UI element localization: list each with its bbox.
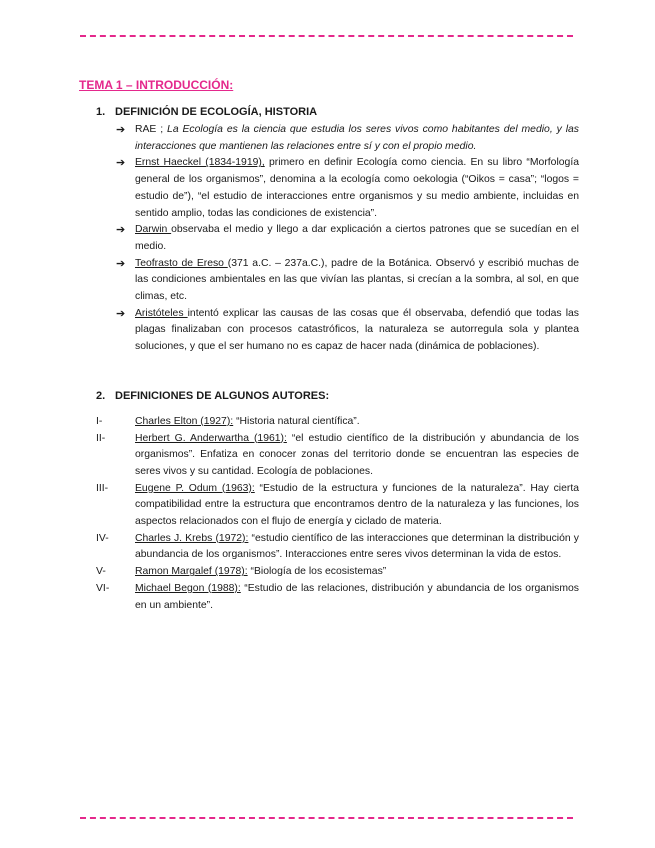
item-text: “Biología de los ecosistemas”: [247, 566, 387, 578]
roman-numeral: III-: [96, 482, 109, 494]
list-item: [96, 581, 579, 614]
item-body: [135, 481, 579, 531]
author-name: Herbert G. Anderwartha (1961):: [135, 432, 287, 444]
item-lead: Aristóteles: [135, 307, 188, 319]
item-text: (371 a.C. – 237a.C.), padre de la Botánica. Observó y escribió muchas de las condiciones ambientales en las que vivían las plantas, si crecían a la sombra, al sol, en que climas, etc.: [135, 257, 579, 303]
arrow-right-icon: ➔: [116, 124, 126, 136]
item-text: “el estudio científico de la distribución y abundancia de los organismos”. Enfatiza en conocer zonas del territorio donde se encuentran las especies de seres vivos y su cantidad. Ecología de poblaciones.: [135, 432, 579, 477]
item-text: observaba el medio y llego a dar explicación a ciertos patrones que se sucedían en el medio.: [135, 224, 579, 252]
item-lead: RAE ;: [135, 124, 168, 135]
list-item: [96, 481, 579, 531]
section-title: DEFINICIÓN DE ECOLOGÍA, HISTORIA: [115, 106, 318, 118]
section-heading-1: [96, 106, 579, 118]
item-body: [135, 581, 579, 614]
author-name: Ramon Margalef (1978):: [135, 566, 248, 578]
top-dashed-divider: [80, 35, 573, 37]
authors-list: [96, 414, 579, 614]
item-text: “Historia natural científica”.: [233, 415, 360, 427]
item-body: [135, 431, 579, 481]
section-title: DEFINICIONES DE ALGUNOS AUTORES:: [115, 389, 330, 402]
list-item: [96, 431, 579, 481]
arrow-right-icon: ➔: [116, 307, 126, 320]
author-name: Michael Begon (1988):: [135, 582, 241, 594]
list-item: [116, 306, 579, 356]
bottom-dashed-divider: [80, 817, 573, 819]
arrow-right-icon: ➔: [116, 224, 126, 237]
section-heading-2: [96, 390, 579, 402]
item-lead: Teofrasto de Ereso: [135, 257, 228, 269]
list-item: [96, 531, 579, 564]
author-name: Charles J. Krebs (1972):: [135, 532, 249, 544]
list-item: [116, 155, 579, 222]
item-text: intentó explicar las causas de las cosas que él observaba, defendió que todas las plagas finalizaban con procesos catastróficos, la naturaleza se autorregula sola y plantea soluciones, y que el ser humano no es capaz de hacer nada (dinámica de poblaciones).: [135, 307, 579, 353]
arrow-right-icon: ➔: [116, 257, 126, 270]
roman-numeral: IV-: [96, 532, 109, 544]
author-name: Charles Elton (1927):: [135, 415, 234, 427]
item-text: “Estudio de las relaciones, distribución y abundancia de los organismos en un ambiente”.: [135, 582, 579, 611]
list-item: [116, 256, 579, 306]
spacer: [79, 356, 579, 390]
history-list: [116, 122, 579, 356]
list-item: [96, 414, 579, 431]
author-name: Eugene P. Odum (1963):: [135, 482, 255, 494]
item-text: primero en definir Ecología como ciencia. En su libro “Morfología general de los organismos”, denomina a la ecología como oekologia (“Oikos = casa”; “logos = estudio de”), “el estudio de interacciones entre organismos y su medio ambiente, incluidas en sentido amplio, todas las condiciones de existencia”.: [135, 157, 579, 219]
item-body: [135, 531, 579, 564]
item-text: La Ecología es la ciencia que estudia los seres vivos como habitantes del medio, y las interacciones que mantienen las relaciones entre sí y con el propio medio.: [135, 124, 579, 152]
roman-numeral: VI-: [96, 582, 110, 594]
item-body: [135, 414, 579, 431]
item-text: “Estudio de la estructura y funciones de la naturaleza”. Hay cierta compatibilidad entre la estructura que encontramos dentro de la naturaleza y las funciones, los aspectos relacionados con el flujo de energía y ciclado de materia.: [135, 482, 580, 528]
item-lead: Darwin: [135, 224, 172, 236]
list-item: [96, 564, 579, 581]
page-title: TEMA 1 – INTRODUCCIÓN:: [79, 78, 234, 92]
section-number: 1.: [96, 106, 106, 118]
item-text: “estudio científico de las interacciones que determinan la distribución y abundancia de los organismos”. Interacciones entre seres vivos determinan la vida de estos.: [135, 532, 579, 561]
roman-numeral: V-: [96, 566, 106, 578]
list-item: [116, 222, 579, 255]
list-item: [116, 122, 579, 155]
roman-numeral: I-: [96, 415, 103, 427]
arrow-right-icon: ➔: [116, 157, 126, 170]
section-number: 2.: [96, 389, 106, 402]
document-page: [79, 78, 579, 614]
item-lead: Ernst Haeckel (1834-1919),: [135, 157, 265, 169]
roman-numeral: II-: [96, 432, 106, 444]
item-body: [135, 564, 579, 581]
